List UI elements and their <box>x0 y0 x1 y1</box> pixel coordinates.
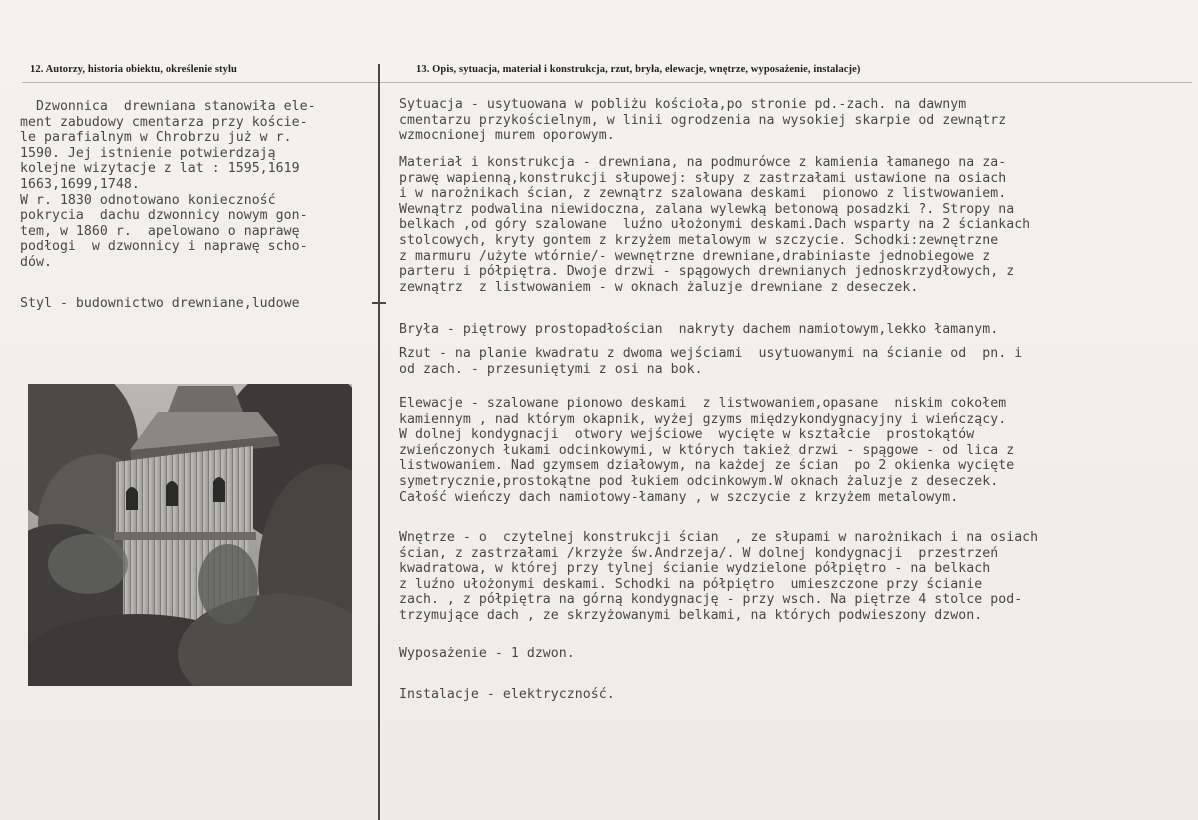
installations-section <box>399 687 1194 703</box>
style-paragraph: Styl - budownictwo drewniane,ludowe <box>20 296 300 311</box>
interior-text: Wnętrze - o czytelnej konstrukcji ścian , ze słupami w narożnikach i na osiach ścian, z zastrzałami /krzyże św.Andrzeja/. W dolnej kondygnacji przestrzeń kwadratowa, w której przy tylnej ścianie wydzielone półpiętro - na belkach z luźno ułożonymi deskami. Schodki na półpiętro umieszczone przy ścianie zach. , z półpiętra na górną kondygnację - przy wsch. Na piętrze 4 stolce pod- trzymujące dach , ze skrzyżowanymi belkami, na których podwieszony dzwon. <box>399 530 1039 623</box>
equipment-text: Wyposażenie - 1 dzwon. <box>399 646 575 661</box>
section-header-13: 13. Opis, sytuacja, materiał i konstrukcja, rzut, bryła, elewacje, wnętrze, wyposażenie, instalacje) <box>416 64 861 75</box>
installations-text: Instalacje - elektryczność. <box>399 687 615 702</box>
header-rule <box>22 82 1192 83</box>
situation-text: Sytuacja - usytuowana w pobliżu kościoła,po stronie pd.-zach. na dawnym cmentarzu przykościelnym, w linii ogrodzenia na wysokiej skarpie od zewnątrz wzmocnionej murem oporowym. <box>399 97 1007 144</box>
divider-tick <box>372 302 386 304</box>
belfry-photo <box>28 384 352 686</box>
interior-section <box>399 530 1194 624</box>
situation-section <box>399 97 1194 144</box>
mass-text: Bryła - piętrowy prostopadłościan nakryty dachem namiotowym,lekko łamanym. <box>399 322 999 337</box>
column-divider <box>378 64 380 820</box>
belfry-photo-image <box>28 384 352 686</box>
mass-section <box>399 322 1194 338</box>
material-section <box>399 155 1194 295</box>
elevations-section <box>399 396 1194 505</box>
equipment-section <box>399 646 1194 662</box>
plan-text: Rzut - na planie kwadratu z dwoma wejściami usytuowanymi na ścianie od pn. i od zach. - przesuniętymi z osi na bok. <box>399 346 1023 377</box>
section-header-12: 12. Autorzy, historia obiektu, określenie stylu <box>30 64 237 75</box>
elevations-text: Elewacje - szalowane pionowo deskami z listwowaniem,opasane niskim cokołem kamiennym , nad którym okapnik, wyżej gzyms międzykondygnacyjny i wieńczący. W dolnej kondygnacji otwory wejściowe wycięte w kształcie prostokątów zwieńczonych łukami odcinkowymi, w których takież drzwi - spągowe - od lica z listwowaniem. Nad gzymsem działowym, na każdej ze ścian po 2 okienka wycięte symetrycznie,prostokątne pod łukiem odcinkowym.W oknach żaluzje z deseczek. Całość wieńczy dach namiotowy-łamany , w szczycie z krzyżem metalowym. <box>399 396 1015 505</box>
history-paragraph: Dzwonnica drewniana stanowiła ele- ment zabudowy cmentarza przy koście- le parafialnym w Chrobrzu już w r. 1590. Jej istnienie potwierdzają kolejne wizytacje z lat : 1595,1619 1663,1699,1748. W r. 1830 odnotowano konieczność pokrycia dachu dzwonnicy nowym gon- tem, w 1860 r. apelowano o naprawę podłogi w dzwonnicy i naprawę scho- dów. <box>20 99 316 270</box>
plan-section <box>399 346 1194 377</box>
material-text: Materiał i konstrukcja - drewniana, na podmurówce z kamienia łamanego na za- prawę wapienną,konstrukcji słupowej: słupy z zastrzałami ustawione na osiach i w narożnikach ścian, z zewnątrz szalowana deskami pionowo z listwowaniem. Wewnątrz podwalina niewidoczna, zalana wylewką betonową posadzki ?. Stropy na belkach ,od góry szalowane luźno ułożonymi deskami.Dach wsparty na 2 ściankach stolcowych, kryty gontem z krzyżem metalowym w szczycie. Schodki:zewnętrzne z marmuru /użyte wtórnie/- wewnętrzne drewniane,drabiniaste jednobiegowe z parteru i półpiętra. Dwoje drzwi - spągowych drewnianych jednoskrzydłowych, z zewnątrz z listwowaniem - w oknach żaluzje drewniane z deseczek. <box>399 155 1031 295</box>
